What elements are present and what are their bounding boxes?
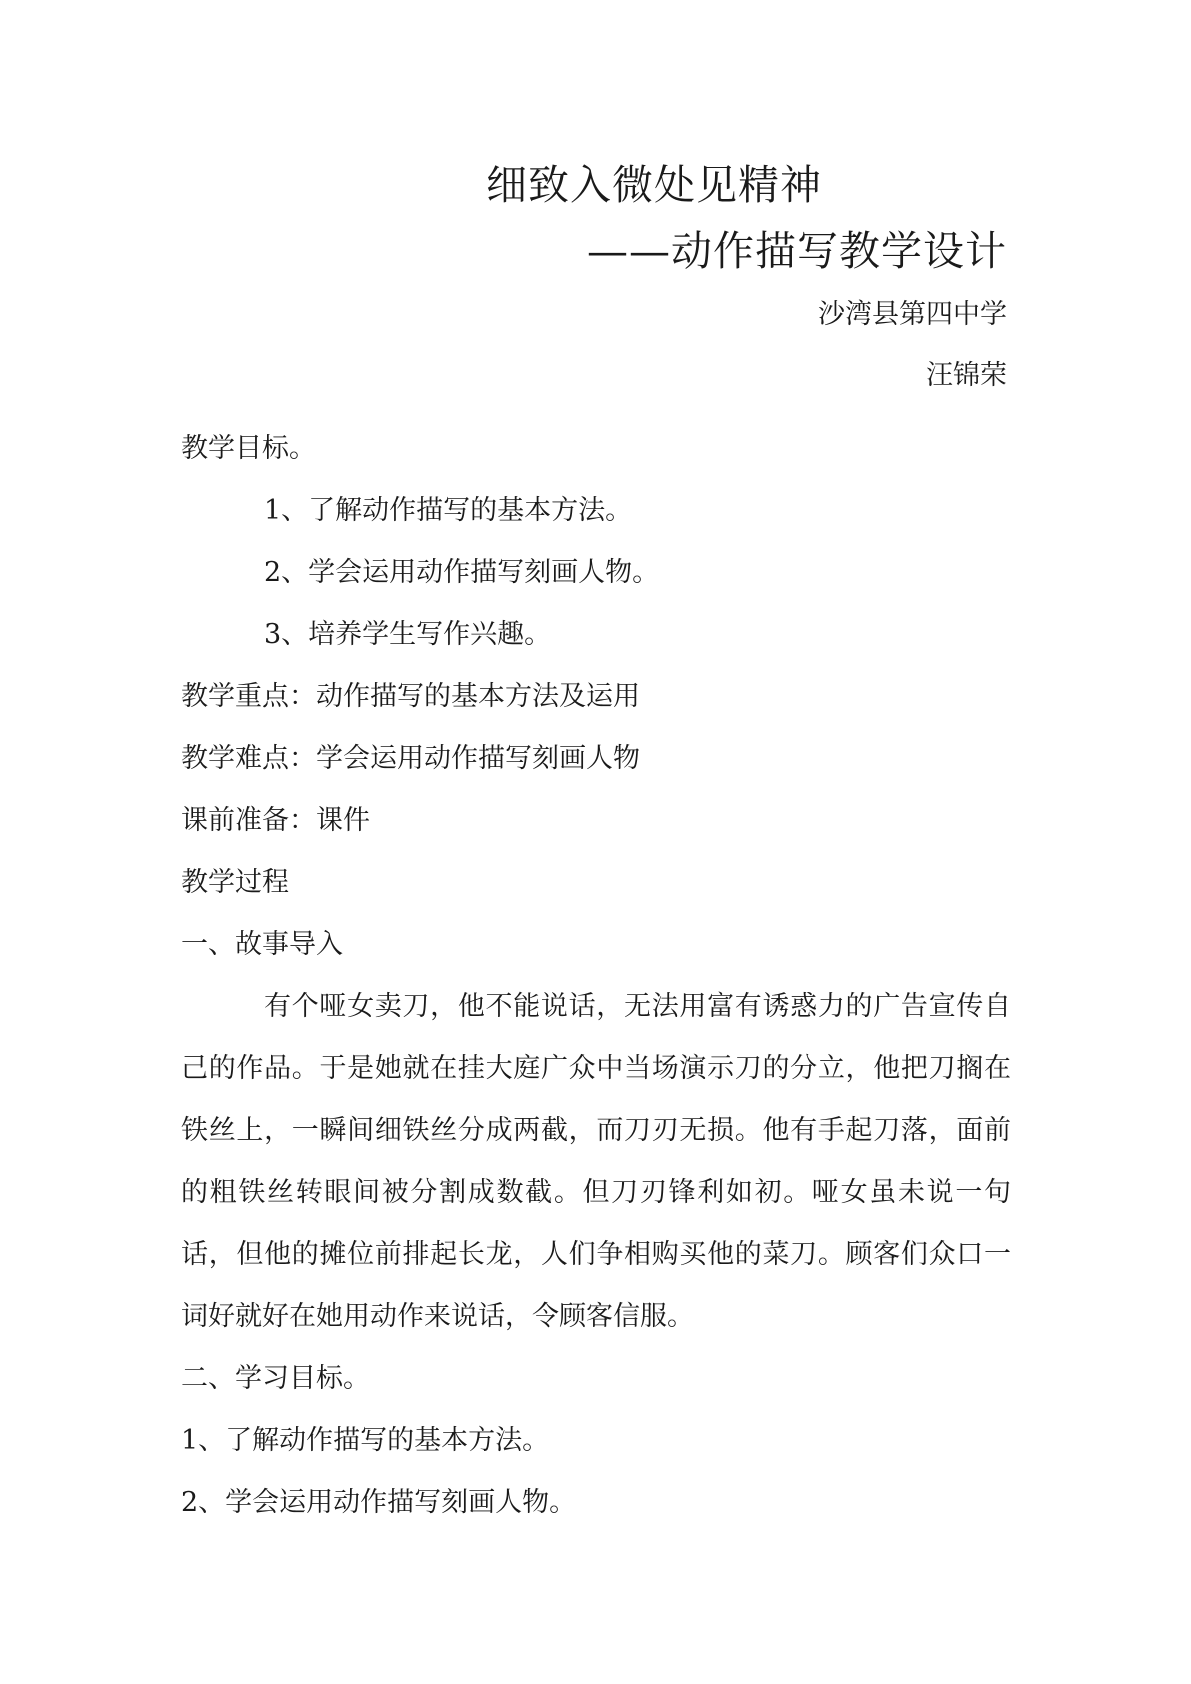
goal-item-1: 1、了解动作描写的基本方法。 (264, 495, 633, 526)
goals-heading: 教学目标。 (181, 433, 316, 464)
learning-goal-2: 2、学会运用动作描写刻画人物。 (181, 1487, 577, 1518)
document-title: 细致入微处见精神 (486, 161, 822, 209)
document-body (181, 418, 1011, 1534)
key-point: 教学重点：动作描写的基本方法及运用 (181, 681, 640, 712)
section-1-heading: 一、故事导入 (181, 929, 343, 960)
goal-item-3: 3、培养学生写作兴趣。 (264, 619, 552, 650)
school-name: 沙湾县第四中学 (818, 299, 1007, 330)
section-2-heading: 二、学习目标。 (181, 1363, 370, 1394)
preparation: 课前准备：课件 (181, 805, 370, 836)
story-paragraph: 有个哑女卖刀，他不能说话，无法用富有诱惑力的广告宣传自己的作品。于是她就在挂大庭广众中当场演示刀的分立，他把刀搁在铁丝上，一瞬间细铁丝分成两截，而刀刃无损。他有手起刀落，面前的粗铁丝转眼间被分割成数截。但刀刃锋利如初。哑女虽未说一句话，但他的摊位前排起长龙，人们争相购买他的菜刀。顾客们众口一词好就好在她用动作来说话，令顾客信服。 (181, 991, 1011, 1332)
difficulty: 教学难点：学会运用动作描写刻画人物 (181, 743, 640, 774)
author-name: 汪锦荣 (926, 360, 1007, 391)
process-heading: 教学过程 (181, 867, 289, 898)
goal-item-2: 2、学会运用动作描写刻画人物。 (264, 557, 660, 588)
document-subtitle: ——动作描写教学设计 (587, 227, 1007, 275)
learning-goal-1: 1、了解动作描写的基本方法。 (181, 1425, 550, 1456)
